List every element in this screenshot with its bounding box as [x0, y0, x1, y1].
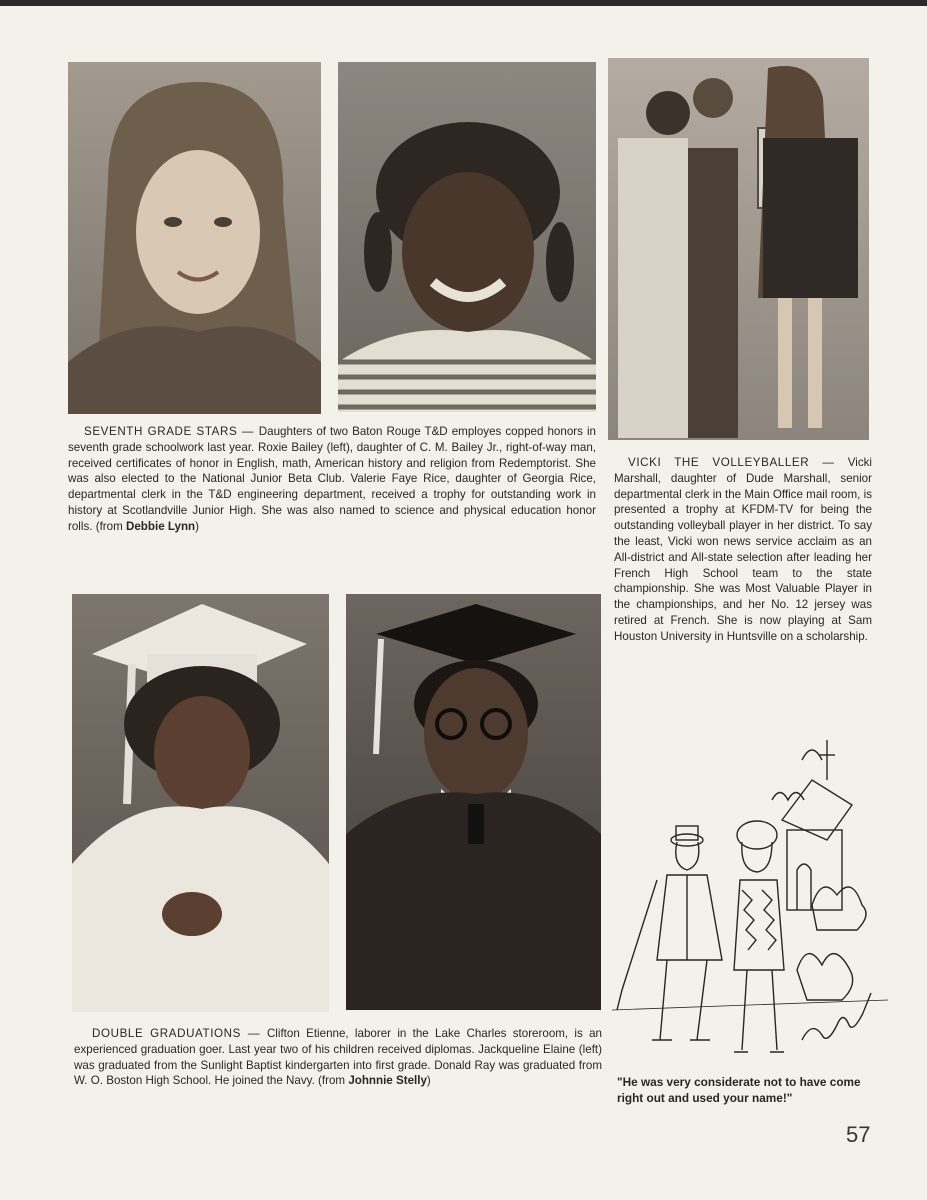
credit-suffix: ): [426, 1074, 431, 1088]
photo-donald-ray: [346, 594, 601, 1010]
caption-body: Daughters of two Baton Rouge T&D employes copped honors in seventh grade schoolwork last year. Roxie Bailey (left), daughter of C. M. Bailey Jr., right-of-way man, received certificates of honor in English, math, American history and religion from Redemptorist. She was also elected to the National Junior Beta Club. Valerie Faye Rice, daughter of Georgia Rice, departmental clerk in the T&D engineering department, received a trophy for outstanding work in history at Scotlandville Junior High. She was also named to science and physical education honor rolls.: [68, 425, 596, 533]
top-border: [0, 0, 927, 6]
credit-prefix: (from: [95, 519, 126, 533]
caption-heading: SEVENTH GRADE STARS —: [84, 425, 259, 438]
caption-body: Clifton Etienne, laborer in the Lake Charles storeroom, is an experienced graduation goer. Last year two of his children received diplomas. Jackqueline Elaine (left) was graduated from the Sunlight Baptist kindergarten into first grade. Donald Ray was graduated from W. O. Boston High School. He joined the Navy.: [74, 1027, 602, 1088]
caption-heading: DOUBLE GRADUATIONS —: [92, 1027, 267, 1040]
credit-prefix: (from: [318, 1074, 349, 1088]
caption-heading: VICKI THE VOLLEYBALLER —: [628, 456, 848, 469]
page-number: 57: [846, 1122, 871, 1147]
caption-seventh-grade-stars: [68, 424, 596, 535]
credit-name: Johnnie Stelly: [348, 1074, 427, 1088]
photo-roxie-bailey: [68, 62, 321, 414]
cartoon-illustration: [612, 730, 888, 1064]
credit-suffix: ): [195, 519, 199, 533]
photo-jackqueline-elaine: [72, 594, 329, 1012]
photo-valerie-rice: [338, 62, 596, 412]
caption-double-graduations: [74, 1026, 602, 1089]
caption-body: Vicki Marshall, daughter of Dude Marshall, senior departmental clerk in the Main Office mail room, is presented a trophy at KFDM-TV for being the outstanding volleyball player in her district. To say the least, Vicki won news service acclaim as an All-district and All-state selection after leading her French High School team to the state championship. She was Most Valuable Player in the championships, and her No. 12 jersey was retired at French. She is now playing at Sam Houston University in Huntsville on a scholarship.: [614, 456, 872, 643]
photo-vicki-trophy: [608, 58, 869, 440]
credit-name: Debbie Lynn: [125, 519, 196, 533]
caption-vicki-volleyballer: [614, 455, 872, 645]
cartoon-quote: "He was very considerate not to have come right out and used your name!": [617, 1075, 861, 1105]
